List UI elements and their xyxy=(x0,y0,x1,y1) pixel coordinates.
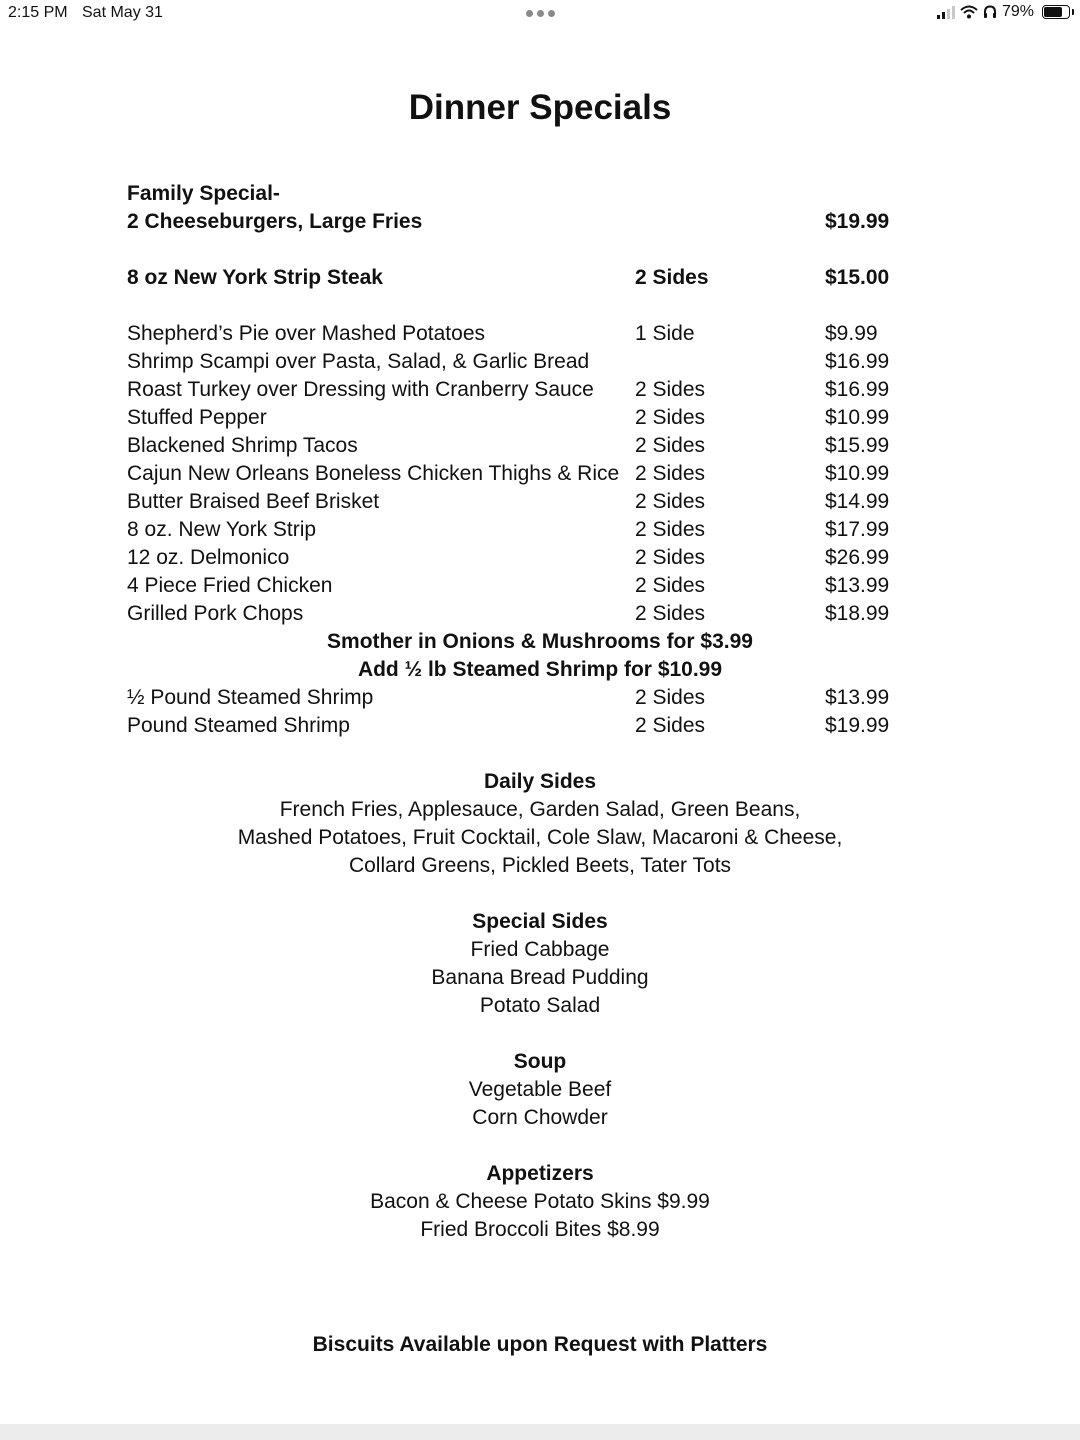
menu-item-row xyxy=(127,600,927,628)
special-sides-line: Fried Cabbage xyxy=(470,938,610,961)
item-price: $15.99 xyxy=(825,434,890,457)
item-name: Shepherd’s Pie over Mashed Potatoes xyxy=(127,322,486,345)
menu-item-row xyxy=(127,712,927,740)
item-sides: 2 Sides xyxy=(635,686,706,709)
family-special-row xyxy=(127,208,927,236)
wifi-icon xyxy=(960,5,978,19)
page-title: Dinner Specials xyxy=(408,88,672,127)
item-sides: 2 Sides xyxy=(635,406,706,429)
item-name: Grilled Pork Chops xyxy=(127,602,304,625)
addon-line: Add ½ lb Steamed Shrimp for $10.99 xyxy=(357,658,723,681)
menu-item-row xyxy=(127,488,927,516)
item-price: $14.99 xyxy=(825,490,890,513)
special-sides-heading: Special Sides xyxy=(472,910,608,933)
item-sides: 2 Sides xyxy=(635,546,706,569)
daily-sides-heading: Daily Sides xyxy=(483,770,597,793)
bottom-toolbar xyxy=(0,1424,1080,1440)
appetizers-heading: Appetizers xyxy=(486,1162,594,1185)
item-name: Blackened Shrimp Tacos xyxy=(127,434,358,457)
menu-item-row xyxy=(127,460,927,488)
menu-item-row xyxy=(127,348,927,376)
item-name: Butter Braised Beef Brisket xyxy=(127,490,380,513)
featured-item-row xyxy=(127,264,927,292)
family-special-label-row xyxy=(127,180,927,208)
item-price: $18.99 xyxy=(825,602,890,625)
menu-item-row xyxy=(127,684,927,712)
item-sides: 2 Sides xyxy=(635,434,706,457)
menu-item-row xyxy=(127,544,927,572)
item-sides: 2 Sides xyxy=(635,378,706,401)
item-sides: 2 Sides xyxy=(635,462,706,485)
appetizer-line: Bacon & Cheese Potato Skins $9.99 xyxy=(370,1190,710,1213)
soup-heading: Soup xyxy=(513,1050,567,1073)
addon-line: Smother in Onions & Mushrooms for $3.99 xyxy=(327,630,753,653)
item-price: $13.99 xyxy=(825,686,890,709)
item-name: 4 Piece Fried Chicken xyxy=(127,574,333,597)
daily-sides-line: Mashed Potatoes, Fruit Cocktail, Cole Slaw, Macaroni & Cheese, xyxy=(237,826,843,849)
item-price: $17.99 xyxy=(825,518,890,541)
battery-percent: 79% xyxy=(1001,3,1034,20)
status-indicators xyxy=(937,3,1070,21)
item-price: $19.99 xyxy=(825,714,890,737)
daily-sides-line: Collard Greens, Pickled Beets, Tater Tots xyxy=(348,854,732,877)
daily-sides-line: French Fries, Applesauce, Garden Salad, Green Beans, xyxy=(279,798,801,821)
item-price: $16.99 xyxy=(825,350,890,373)
item-price: $13.99 xyxy=(825,574,890,597)
multitasking-dots-icon[interactable] xyxy=(526,10,555,17)
battery-icon xyxy=(1042,5,1070,19)
item-name: 2 Cheeseburgers, Large Fries xyxy=(127,210,423,233)
item-sides: 2 Sides xyxy=(635,266,709,289)
soup-line: Corn Chowder xyxy=(472,1106,608,1129)
item-name: Pound Steamed Shrimp xyxy=(127,714,350,737)
item-sides: 2 Sides xyxy=(635,574,706,597)
status-time: 2:15 PM xyxy=(8,4,68,21)
menu-item-row xyxy=(127,572,927,600)
item-sides: 1 Side xyxy=(635,322,695,345)
item-name: Shrimp Scampi over Pasta, Salad, & Garlic Bread xyxy=(127,350,590,373)
battery-fill xyxy=(1044,7,1062,17)
menu-item-row xyxy=(127,320,927,348)
menu-item-row xyxy=(127,404,927,432)
item-price: $16.99 xyxy=(825,378,890,401)
item-name: Cajun New Orleans Boneless Chicken Thighs & Rice xyxy=(127,462,620,485)
item-price: $10.99 xyxy=(825,462,890,485)
item-sides: 2 Sides xyxy=(635,714,706,737)
item-name: 8 oz New York Strip Steak xyxy=(127,266,383,289)
item-sides: 2 Sides xyxy=(635,518,706,541)
menu-item-row xyxy=(127,376,927,404)
special-sides-line: Banana Bread Pudding xyxy=(431,966,649,989)
menu-item-row xyxy=(127,432,927,460)
item-price: $19.99 xyxy=(825,210,890,233)
menu-item-row xyxy=(127,516,927,544)
item-sides: 2 Sides xyxy=(635,602,706,625)
appetizer-line: Fried Broccoli Bites $8.99 xyxy=(420,1218,660,1241)
item-name: Roast Turkey over Dressing with Cranberry Sauce xyxy=(127,378,594,401)
item-price: $9.99 xyxy=(825,322,878,345)
status-date: Sat May 31 xyxy=(82,4,163,21)
item-name: ½ Pound Steamed Shrimp xyxy=(127,686,374,709)
item-sides: 2 Sides xyxy=(635,490,706,513)
signal-icon xyxy=(937,5,955,19)
status-bar xyxy=(0,0,1080,28)
item-price: $10.99 xyxy=(825,406,890,429)
soup-line: Vegetable Beef xyxy=(468,1078,612,1101)
footer-note: Biscuits Available upon Request with Platters xyxy=(312,1333,768,1356)
item-name: Stuffed Pepper xyxy=(127,406,267,429)
item-price: $15.00 xyxy=(825,266,890,289)
headphones-icon xyxy=(983,5,997,19)
family-special-label: Family Special- xyxy=(127,182,280,205)
special-sides-line: Potato Salad xyxy=(479,994,601,1017)
item-name: 8 oz. New York Strip xyxy=(127,518,317,541)
item-name: 12 oz. Delmonico xyxy=(127,546,290,569)
item-price: $26.99 xyxy=(825,546,890,569)
